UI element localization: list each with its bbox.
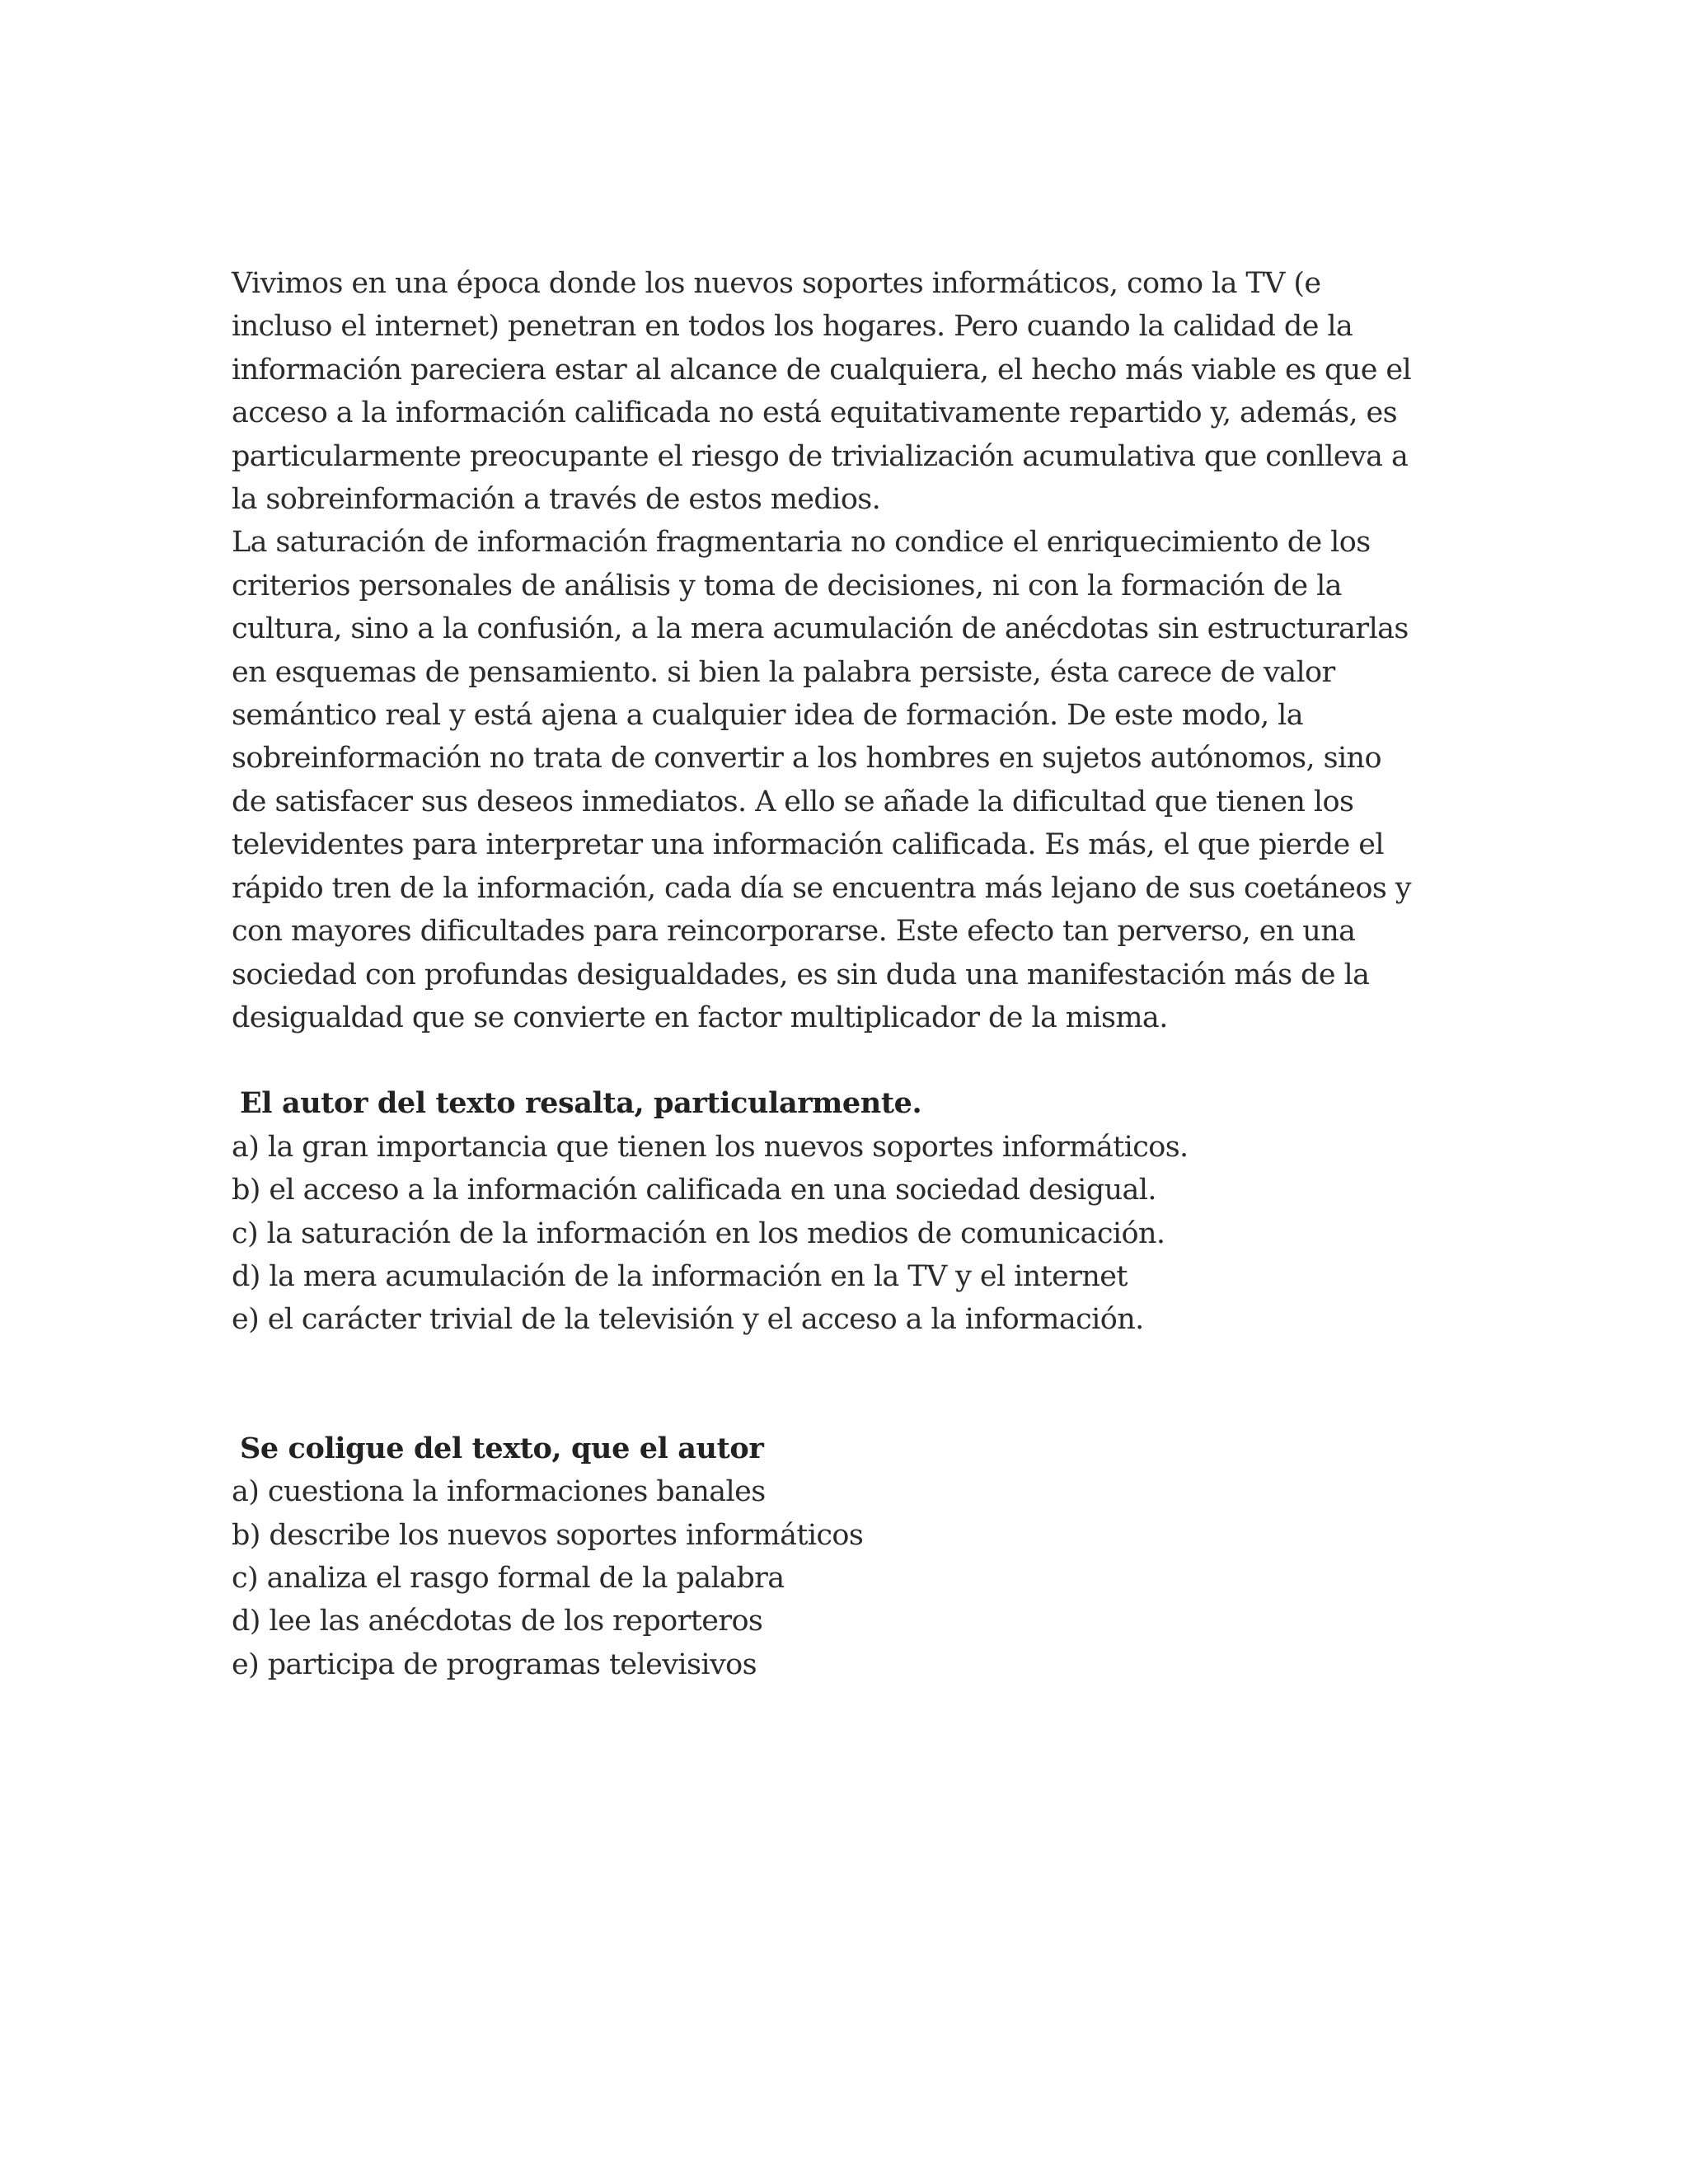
question-1-option-b: b) el acceso a la información calificada en una sociedad desigual. [232,1174,1156,1207]
question-1-option-d: d) la mera acumulación de la información en la TV y el internet [232,1259,1128,1293]
passage-line: rápido tren de la información, cada día se encuentra más lejano de sus coetáneos y [232,871,1411,905]
question-1-title: El autor del texto resalta, particularmente. [240,1086,922,1121]
question-2-option-b: b) describe los nuevos soportes informáticos [232,1518,864,1552]
question-2 [232,1427,1468,1686]
reading-passage [232,262,1468,1039]
question-2-title: Se coligue del texto, que el autor [240,1431,764,1465]
passage-line: en esquemas de pensamiento. si bien la palabra persiste, ésta carece de valor [232,655,1335,689]
passage-line: con mayores dificultades para reincorporarse. Este efecto tan perverso, en una [232,915,1356,949]
passage-line: incluso el internet) penetran en todos los hogares. Pero cuando la calidad de la [232,310,1353,344]
spacer [232,1039,1468,1082]
passage-line: la sobreinformación a través de estos medios. [232,483,881,517]
question-1 [232,1082,1468,1341]
question-2-option-d: d) lee las anécdotas de los reporteros [232,1605,763,1638]
passage-line: información pareciera estar al alcance de cualquiera, el hecho más viable es que el [232,353,1412,387]
question-1-option-a: a) la gran importancia que tienen los nuevos soportes informáticos. [232,1130,1189,1164]
question-1-option-e: e) el carácter trivial de la televisión y el acceso a la información. [232,1303,1144,1337]
passage-line: sobreinformación no trata de convertir a los hombres en sujetos autónomos, sino [232,742,1381,776]
question-2-option-a: a) cuestiona la informaciones banales [232,1475,766,1509]
passage-line: La saturación de información fragmentaria no condice el enriquecimiento de los [232,526,1371,560]
passage-line: Vivimos en una época donde los nuevos soportes informáticos, como la TV (e [232,267,1321,300]
passage-line: particularmente preocupante el riesgo de trivialización acumulativa que conlleva a [232,439,1409,473]
passage-line: semántico real y está ajena a cualquier idea de formación. De este modo, la [232,699,1304,733]
document-content [232,262,1468,1686]
question-2-option-e: e) participa de programas televisivos [232,1647,757,1681]
passage-line: televidentes para interpretar una información calificada. Es más, el que pierde el [232,828,1384,862]
passage-line: sociedad con profundas desigualdades, es sin duda una manifestación más de la [232,958,1370,991]
passage-line: de satisfacer sus deseos inmediatos. A ello se añade la dificultad que tienen los [232,785,1354,818]
passage-line: acceso a la información calificada no está equitativamente repartido y, además, es [232,396,1397,430]
question-1-option-c: c) la saturación de la información en los medios de comunicación. [232,1216,1165,1250]
question-2-option-c: c) analiza el rasgo formal de la palabra [232,1561,785,1595]
spacer [232,1342,1468,1427]
passage-line: criterios personales de análisis y toma de decisiones, ni con la formación de la [232,569,1342,602]
passage-line: cultura, sino a la confusión, a la mera acumulación de anécdotas sin estructurarlas [232,612,1409,646]
passage-line: desigualdad que se convierte en factor multiplicador de la misma. [232,1001,1168,1034]
